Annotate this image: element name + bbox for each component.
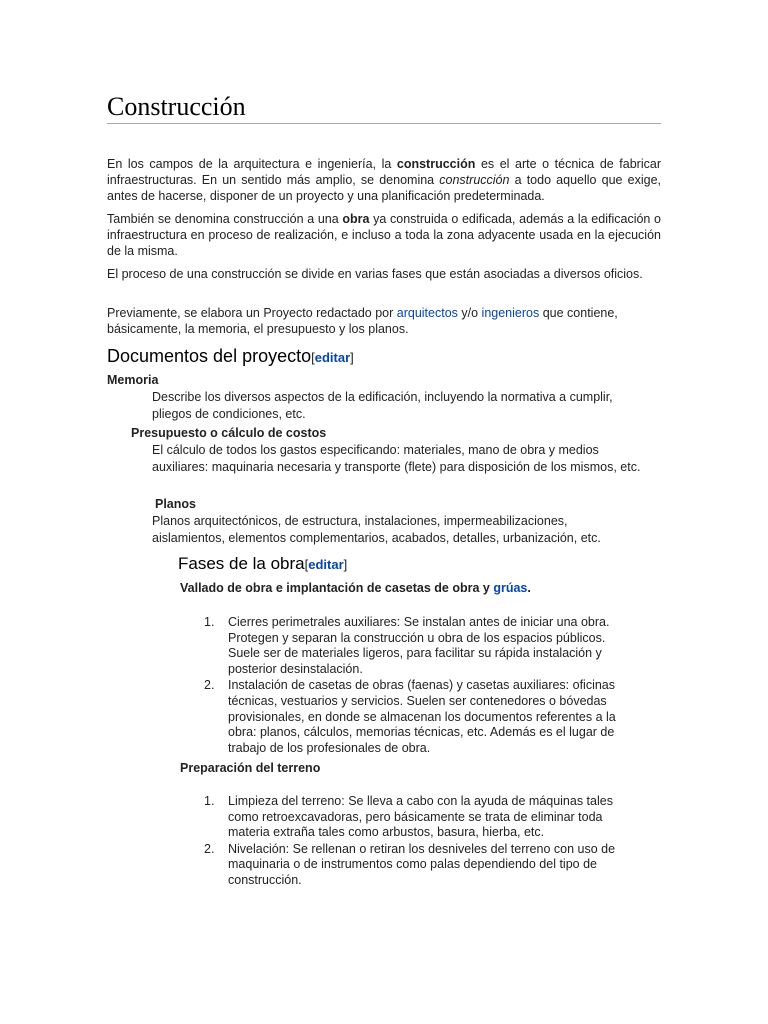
edit-bracket-open: [ [311, 350, 315, 365]
list-item-text: Nivelación: Se rellenan o retiran los desniveles del terreno con uso de maquinaria o de instrumentos como palas dependiendo del tipo de construcción. [228, 841, 616, 887]
intro-p4-text-c: que contiene, básicamente, la memoria, el presupuesto y los planos. [107, 306, 618, 336]
list-item-text: Cierres perimetrales auxiliares: Se instalan antes de iniciar una obra. Protegen y separan la construcción u obra de los espacios públicos. Suele ser de materiales ligeros, para facilitar su rápida instalación y posterior desinstalación. [228, 615, 610, 676]
fases-edit [305, 557, 348, 572]
intro-paragraph-2 [107, 211, 661, 259]
intro-paragraph-3: El proceso de una construcción se divide en varias fases que están asociadas a diversos oficios. [107, 267, 643, 281]
documentos-edit-link[interactable]: editar [314, 350, 351, 365]
edit-bracket-close: ] [350, 350, 354, 365]
presupuesto-description: El cálculo de todos los gastos especificando: materiales, mano de obra y medios auxiliares: maquinaria necesaria y transporte (flete) para disposición de los mismos, etc. [152, 443, 641, 474]
intro-p2-bold-obra: obra [342, 212, 370, 226]
vallado-term-period: . [527, 581, 531, 595]
arquitectos-link[interactable]: arquitectos [396, 306, 458, 320]
intro-p1-text-e: a todo aquello que exige, antes de hacerse, disponer de un proyecto y una planificación predeterminada. [107, 173, 661, 203]
intro-p1-text-c: es el arte o técnica de fabricar infraestructuras. En un sentido más amplio, se denomina [107, 157, 661, 187]
memoria-term: Memoria [107, 373, 159, 387]
intro-p4-text-a: Previamente, se elabora un Proyecto redactado por [107, 306, 397, 320]
preparacion-list [180, 794, 640, 890]
presupuesto-term: Presupuesto o cálculo de costos [131, 426, 327, 440]
list-item [180, 794, 640, 841]
ingenieros-link[interactable]: ingenieros [481, 306, 540, 320]
intro-paragraph-1 [107, 156, 661, 204]
intro-p1-italic-construccion: construcción [439, 173, 510, 187]
edit-bracket-close: ] [343, 557, 348, 572]
vallado-term [180, 580, 531, 596]
intro-p1-text-a: En los campos de la arquitectura e ingeniería, la [107, 157, 397, 171]
page-title: Construcción [107, 92, 246, 121]
list-item [180, 615, 640, 677]
documentos-heading [107, 345, 354, 369]
list-item-number: 2. [204, 678, 215, 693]
intro-p2-text-a: También se denomina construcción a una [107, 212, 343, 226]
intro-p4-text-b: y/o [457, 306, 482, 320]
vallado-term-text: Vallado de obra e implantación de casetas de obra y [180, 581, 494, 595]
list-item-number: 1. [204, 615, 215, 629]
list-item [180, 842, 640, 889]
list-item-text: Limpieza del terreno: Se lleva a cabo con la ayuda de máquinas tales como retroexcavadoras, pero básicamente se trata de eliminar toda materia extraña tales como arbustos, basura, hierba, etc. [228, 794, 613, 840]
list-item [180, 678, 640, 756]
gruas-link[interactable]: grúas [493, 581, 528, 595]
memoria-description: Describe los diversos aspectos de la edificación, incluyendo la normativa a cumplir, pliegos de condiciones, etc. [152, 390, 613, 421]
vallado-list [180, 615, 640, 757]
planos-description: Planos arquitectónicos, de estructura, instalaciones, impermeabilizaciones, aislamientos, elementos complementarios, acabados, detalles, urbanización, etc. [152, 514, 601, 545]
list-item-number: 1. [204, 794, 215, 808]
intro-paragraph-4 [107, 305, 661, 337]
documentos-heading-text: Documentos del proyecto [107, 346, 312, 366]
fases-edit-link[interactable]: editar [308, 557, 344, 572]
list-item-text: Instalación de casetas de obras (faenas) y casetas auxiliares: oficinas técnicas, vestuarios y servicios. Suelen ser contenedores o bóvedas provisionales, en donde se almacenan los documentos referentes a la obra: planos, cálculos, memorias técnicas, etc. Además es el lugar de trabajo de los profesionales de obra. [228, 678, 616, 755]
planos-term: Planos [155, 497, 196, 511]
list-item-number: 2. [204, 841, 215, 856]
edit-bracket-open: [ [304, 557, 309, 572]
fases-heading-text: Fases de la obra [178, 554, 305, 573]
fases-heading [178, 553, 347, 576]
preparacion-term: Preparación del terreno [180, 761, 321, 775]
documentos-edit [311, 350, 354, 365]
intro-p2-text-c: ya construida o edificada, además a la edificación o infraestructura en proceso de realización, e incluso a toda la zona adyacente usada en la ejecución de la misma. [107, 212, 661, 258]
intro-p1-bold-construccion: construcción [396, 157, 476, 171]
title-divider [107, 123, 661, 124]
